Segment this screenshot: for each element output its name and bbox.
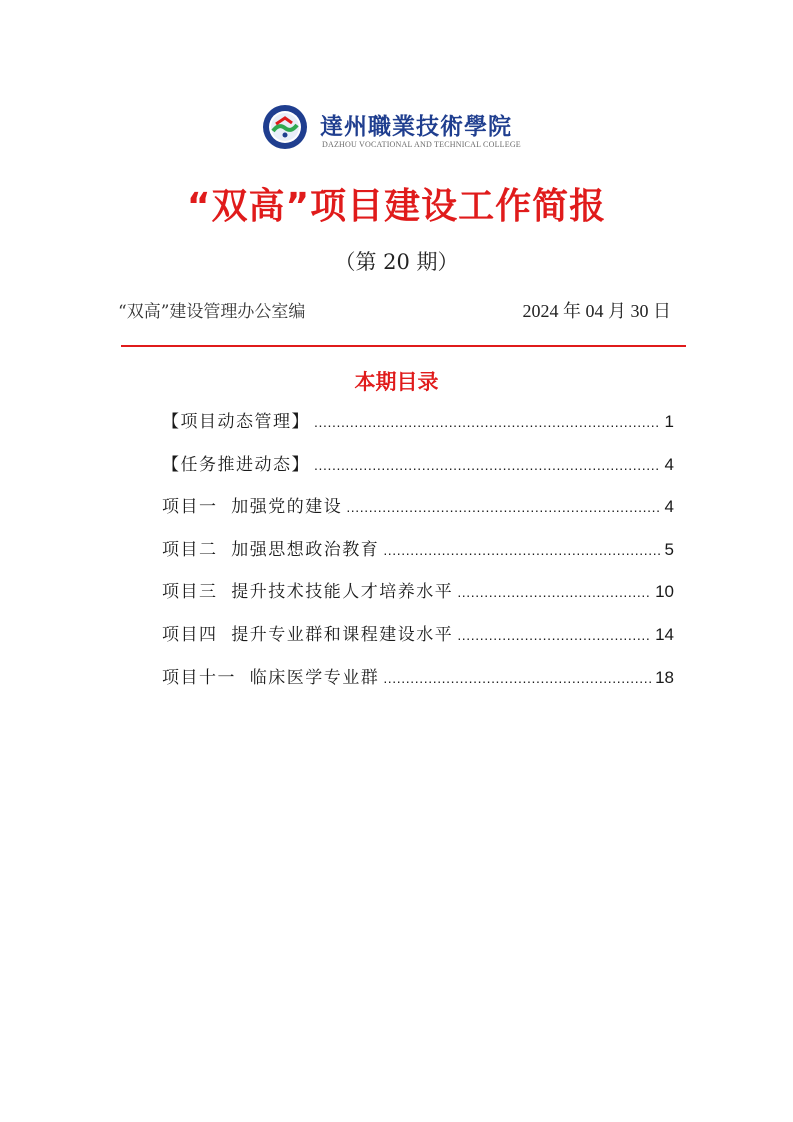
toc-item-page: 1 — [664, 412, 674, 431]
toc-item[interactable] — [162, 536, 674, 579]
toc-leader — [346, 493, 660, 521]
toc-item[interactable] — [162, 493, 674, 536]
college-logo — [262, 104, 542, 156]
toc-item-page: 10 — [655, 582, 674, 602]
toc-item-page: 14 — [655, 624, 674, 644]
toc-item-page: 18 — [655, 667, 674, 687]
bulletin-title: “双高”项目建设工作简报 — [186, 186, 607, 227]
toc-item-label: 项目十一 临床医学专业群 — [162, 667, 380, 688]
toc-item[interactable] — [162, 408, 674, 451]
college-name-en: DAZHOU VOCATIONAL AND TECHNICAL COLLEGE — [322, 140, 521, 149]
toc-item-page: 5 — [664, 539, 674, 559]
toc-item-label: 项目三 提升技术技能人才培养水平 — [162, 582, 454, 603]
toc-item[interactable] — [162, 664, 674, 707]
toc-leader — [457, 578, 651, 606]
toc-title: 本期目录 — [354, 370, 439, 394]
toc-item-label: 【任务推进动态】 — [162, 454, 310, 475]
toc-leader — [314, 451, 661, 479]
toc-item-page: 4 — [664, 454, 674, 474]
toc-item[interactable] — [162, 451, 674, 494]
college-emblem-icon — [262, 104, 308, 150]
publish-date: 2024 年 04 月 30 日 — [522, 301, 671, 321]
toc-leader — [383, 664, 651, 692]
toc-item-label: 【项目动态管理】 — [162, 412, 310, 432]
college-name-cn: 達州職業技術學院 — [320, 113, 512, 140]
toc-item-label: 项目一 加强党的建设 — [162, 497, 343, 518]
toc-item-label: 项目四 提升专业群和课程建设水平 — [162, 624, 454, 645]
toc-item-label: 项目二 加强思想政治教育 — [162, 539, 380, 560]
table-of-contents — [162, 408, 674, 706]
editor-line: “双高”建设管理办公室编 — [118, 302, 306, 322]
toc-leader — [383, 536, 660, 564]
toc-item-page: 4 — [664, 497, 674, 517]
issue-number: （第 20 期） — [334, 250, 459, 274]
header-divider — [121, 345, 686, 347]
toc-leader — [314, 408, 661, 436]
toc-item[interactable] — [162, 578, 674, 621]
toc-item[interactable] — [162, 621, 674, 664]
toc-leader — [457, 621, 651, 649]
